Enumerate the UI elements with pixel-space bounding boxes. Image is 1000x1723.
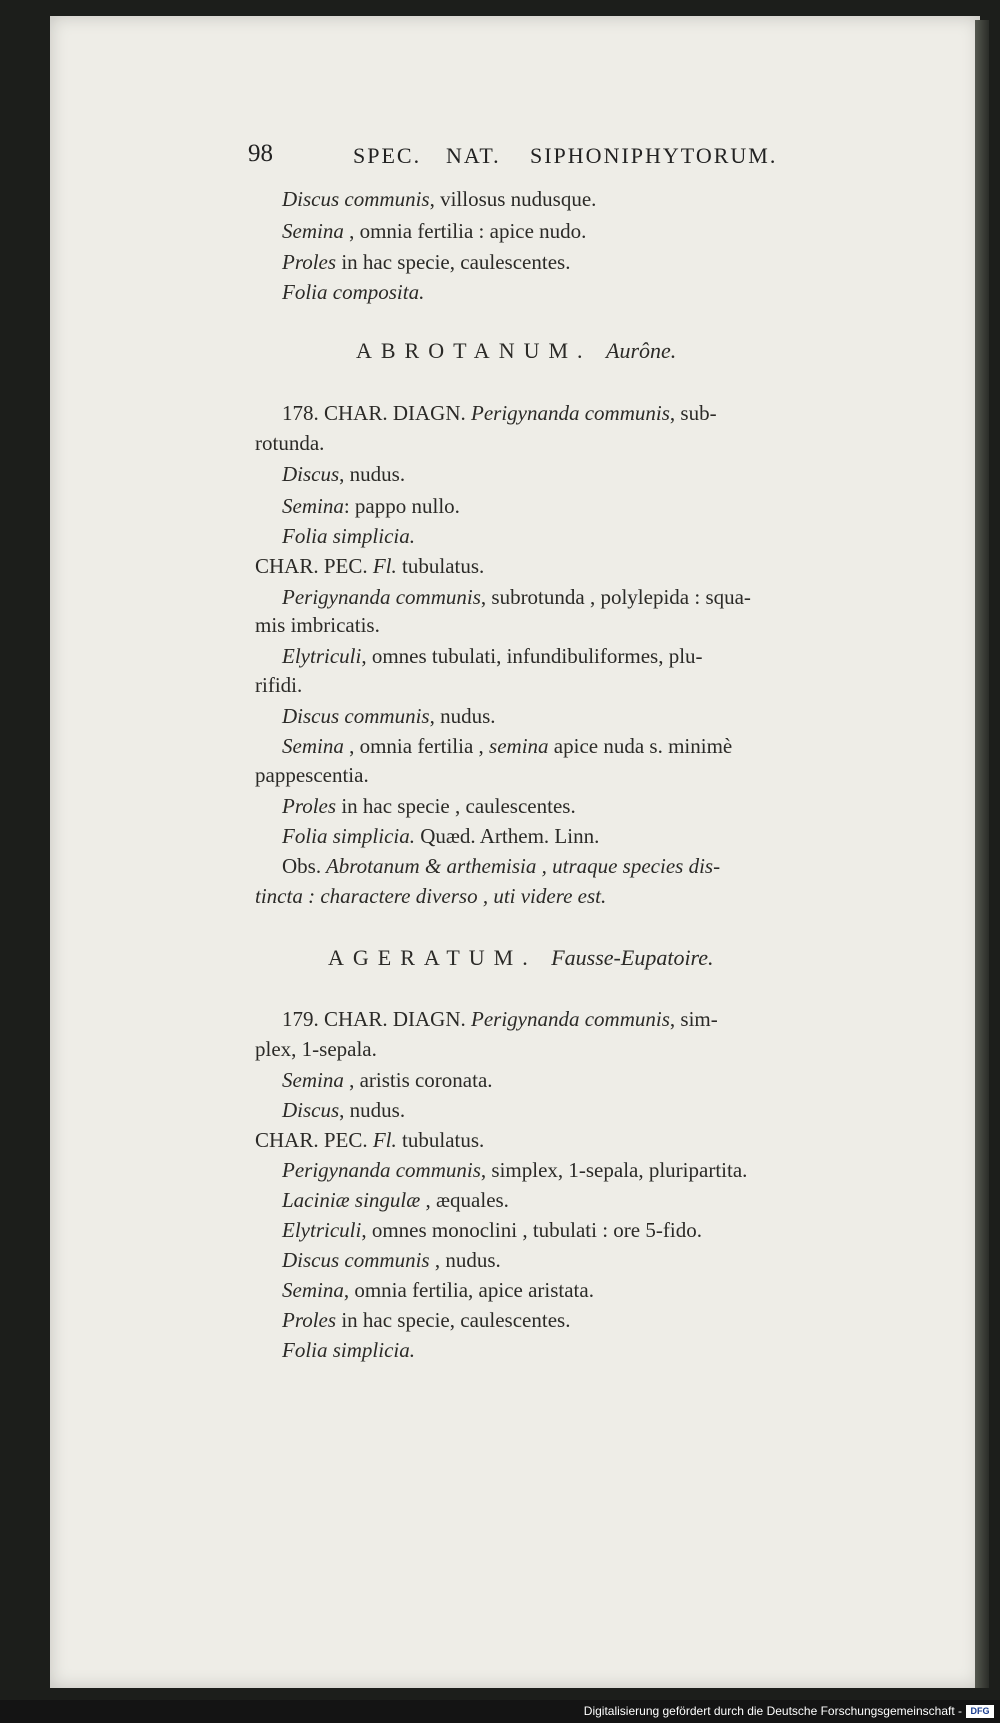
running-header [248,140,788,175]
dfg-logo: DFG [966,1705,994,1718]
genus-heading: ABROTANUM. Aurône. [356,338,677,363]
text-line: Perigynanda communis, simplex, 1-sepala, pluripartita. [282,1158,748,1182]
text-line: CHAR. PEC. Fl. tubulatus. [255,1128,485,1152]
running-title-part: SIPHONIPHYTORUM. [530,143,778,168]
text-line: Laciniæ singulæ , æquales. [282,1188,509,1212]
text-line: Perigynanda communis, subrotunda , polylepida : squa- [282,585,751,609]
text-line: Proles in hac specie , caulescentes. [282,794,576,818]
running-title-part: SPEC. [353,143,422,168]
text-line: Discus, nudus. [282,1098,406,1122]
text-line: Discus communis , nudus. [282,1248,501,1272]
page-edge [975,20,989,1688]
funding-notice: Digitalisierung gefördert durch die Deutsche Forschungsgemeinschaft - [583,1704,962,1718]
text-line: Discus communis, villosus nudusque. [282,187,597,211]
text-line: Folia simplicia. [282,1338,415,1362]
digitization-footer [0,1700,1000,1723]
text-line: Discus communis, nudus. [282,704,496,728]
running-title-part: NAT. [446,143,501,168]
text-line: Elytriculi, omnes monoclini , tubulati : ore 5-fido. [282,1218,702,1242]
text-line: Semina , aristis coronata. [282,1068,493,1092]
text-line: Semina: pappo nullo. [282,494,460,518]
text-line: pappescentia. [255,763,369,787]
text-line: 179. CHAR. DIAGN. Perigynanda communis, sim- [282,1007,718,1031]
text-line: Folia simplicia. Quæd. Arthem. Linn. [282,824,600,848]
text-line: Semina , omnia fertilia : apice nudo. [282,219,587,243]
text-line: Proles in hac specie, caulescentes. [282,250,571,274]
text-line: Semina , omnia fertilia , semina apice nuda s. minimè [282,734,733,758]
text-line: CHAR. PEC. Fl. tubulatus. [255,554,485,578]
text-line: Discus, nudus. [282,462,406,486]
text-line: rotunda. [255,431,325,455]
text-line: Obs. Abrotanum & arthemisia , utraque species dis- [282,854,721,878]
text-line: Semina, omnia fertilia, apice aristata. [282,1278,594,1302]
page-number: 98 [248,140,273,167]
text-line: tincta : charactere diverso , uti videre est. [255,884,607,908]
text-line: Folia simplicia. [282,524,415,548]
text-line: rifidi. [255,673,303,697]
text-line: mis imbricatis. [255,613,380,637]
genus-heading: AGERATUM. Fausse-Eupatoire. [328,945,714,970]
text-line: plex, 1-sepala. [255,1037,377,1061]
text-line: 178. CHAR. DIAGN. Perigynanda communis, sub- [282,401,717,425]
text-line: Folia composita. [282,280,425,304]
text-line: Proles in hac specie, caulescentes. [282,1308,571,1332]
text-line: Elytriculi, omnes tubulati, infundibuliformes, plu- [282,644,703,668]
